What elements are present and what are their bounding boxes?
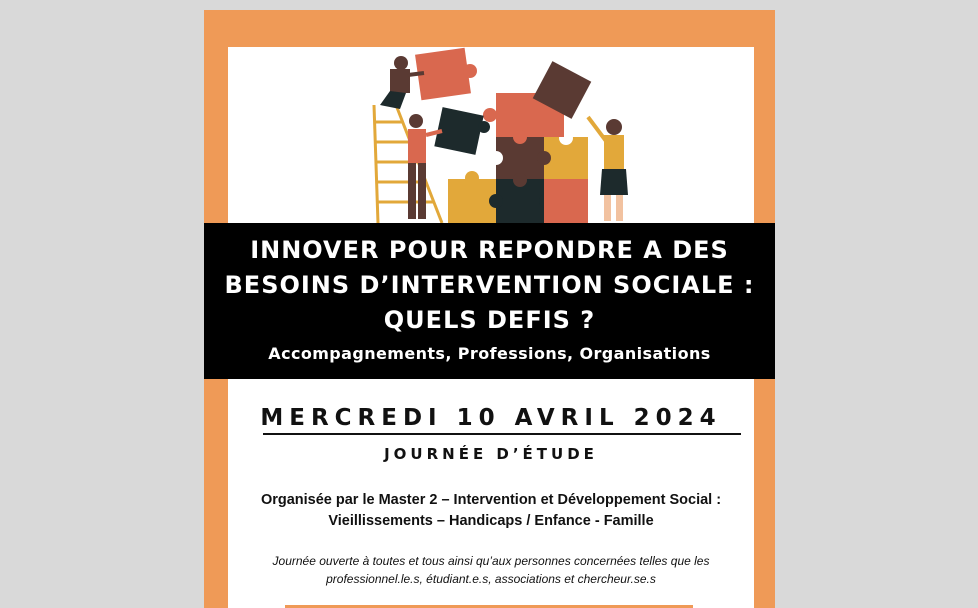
date-divider [263,433,741,435]
illustration-panel [228,47,754,223]
organizer-line-2: Vieillissements – Handicaps / Enfance - Famille [328,513,654,529]
puzzle-teamwork-illustration [228,47,754,223]
audience-text [248,552,734,588]
title-line-2: BESOINS D’INTERVENTION SOCIALE : [224,271,755,299]
organizer-line-1: Organisée par le Master 2 – Intervention et Développement Social : [260,492,722,508]
audience-line-2: professionnel.le.s, étudiant.e.s, associations et chercheur.se.s [326,572,656,586]
audience-line-1: Journée ouverte à toutes et tous ainsi qu’aux personnes concernées telles que les [272,554,710,568]
event-poster [204,10,775,608]
event-type: JOURNÉE D’ÉTUDE [384,445,598,463]
event-title [224,233,755,338]
title-line-1: INNOVER POUR REPONDRE A DES [250,236,729,264]
details-panel [228,379,754,608]
title-banner [204,223,775,379]
organizer-text [238,490,744,532]
event-subtitle: Accompagnements, Professions, Organisations [268,344,711,363]
event-date: MERCREDI 10 AVRIL 2024 [260,405,722,431]
title-line-3: QUELS DEFIS ? [383,306,596,334]
